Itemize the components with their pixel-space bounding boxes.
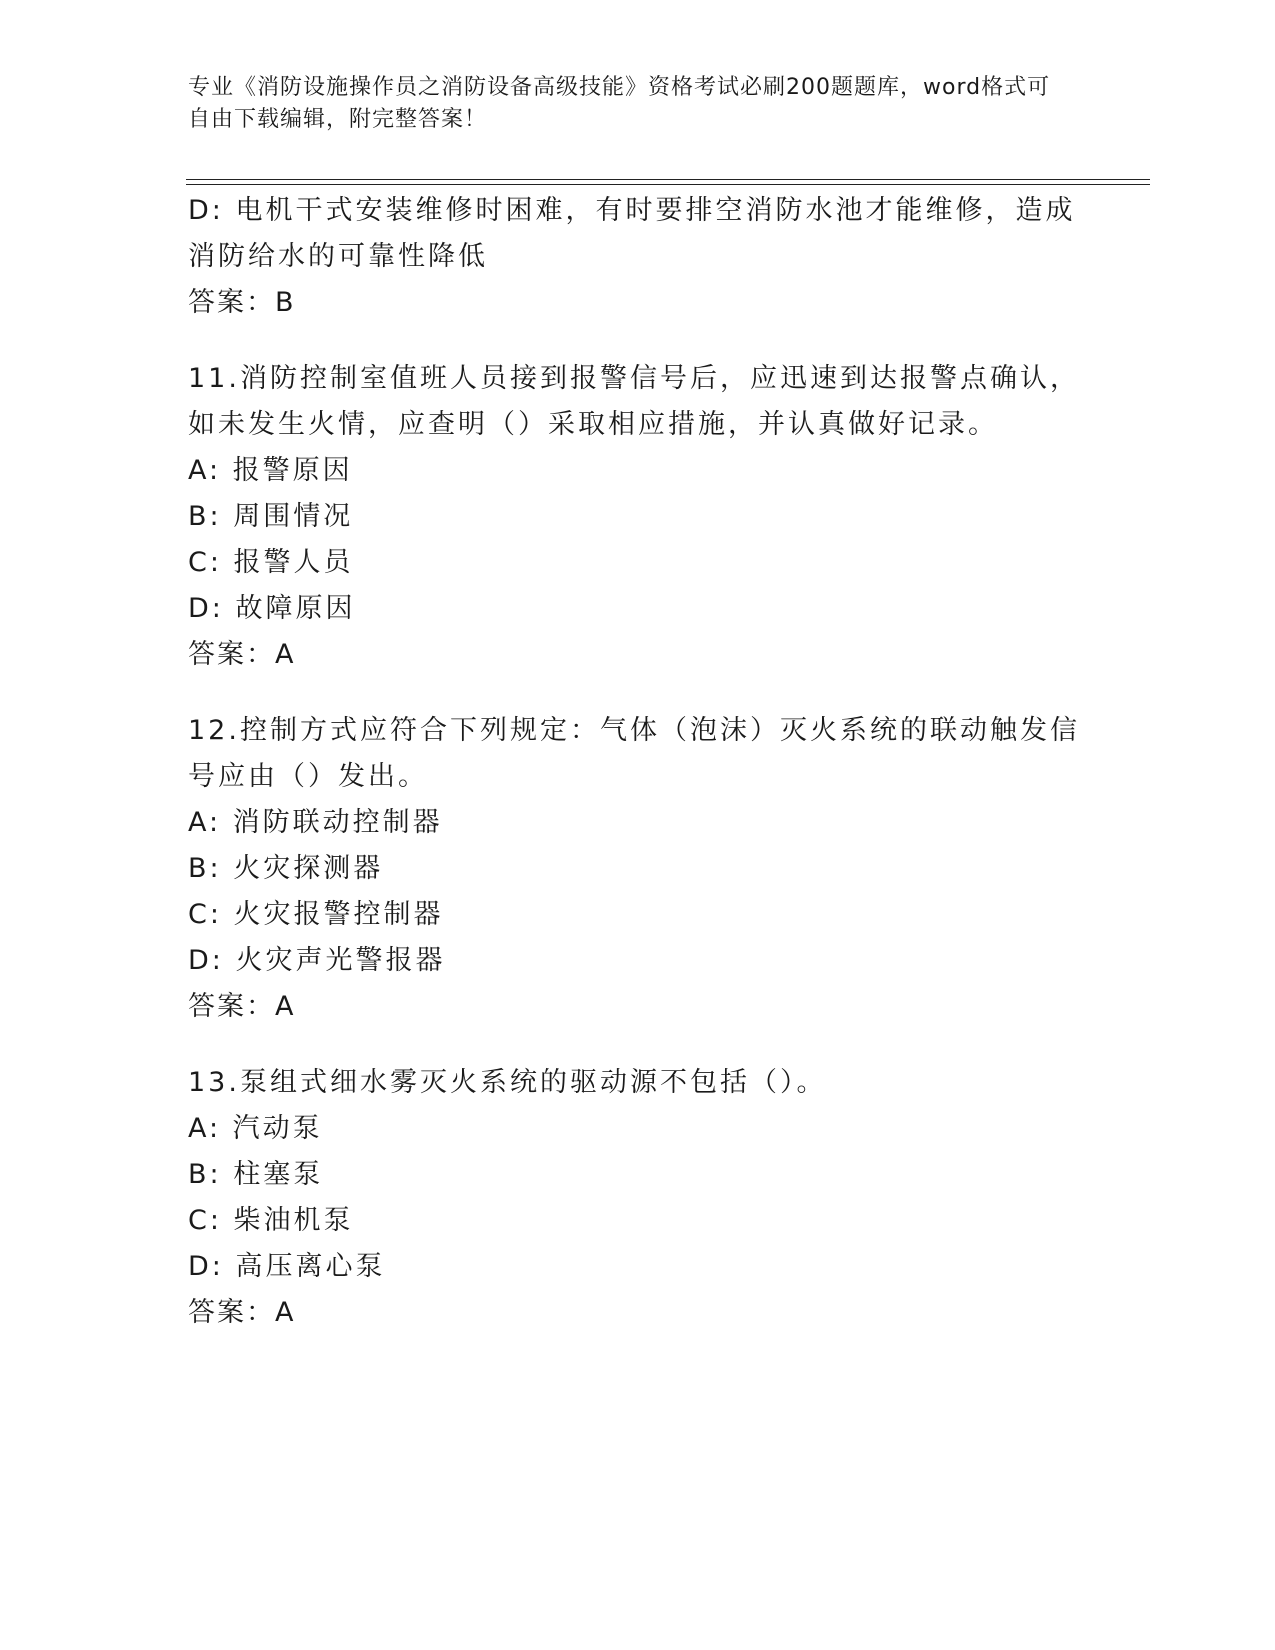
option-a: A: 报警原因 — [188, 455, 353, 486]
option-a: A: 汽动泵 — [188, 1113, 323, 1144]
option-b: B: 周围情况 — [188, 501, 354, 532]
document-header: 专业《消防设施操作员之消防设备高级技能》资格考试必刷200题题库，word格式可自由下载编辑，附完整答案！ — [188, 75, 1051, 132]
previous-question-answer: 答案：B — [188, 287, 296, 318]
answer: 答案：A — [188, 1297, 296, 1328]
question-stem: 12.控制方式应符合下列规定：气体（泡沫）灭火系统的联动触发信号应由（）发出。 — [188, 715, 1080, 792]
option-c: C: 火灾报警控制器 — [188, 899, 444, 930]
option-d: D: 火灾声光警报器 — [188, 945, 446, 976]
option-d: D: 故障原因 — [188, 593, 356, 624]
question-12 — [188, 708, 1088, 1030]
option-c: C: 报警人员 — [188, 547, 354, 578]
option-d: D: 高压离心泵 — [188, 1251, 386, 1282]
question-11 — [188, 356, 1088, 678]
answer: 答案：A — [188, 991, 296, 1022]
option-c: C: 柴油机泵 — [188, 1205, 354, 1236]
question-stem: 13.泵组式细水雾灭火系统的驱动源不包括（）。 — [188, 1067, 827, 1098]
question-content — [188, 188, 1088, 1336]
header-divider-top — [186, 179, 1150, 180]
option-b: B: 柱塞泵 — [188, 1159, 324, 1190]
question-13 — [188, 1060, 1088, 1336]
option-a: A: 消防联动控制器 — [188, 807, 443, 838]
answer: 答案：A — [188, 639, 296, 670]
previous-question-option-d: D: 电机干式安装维修时困难，有时要排空消防水池才能维修，造成消防给水的可靠性降低 — [188, 195, 1076, 272]
option-b: B: 火灾探测器 — [188, 853, 384, 884]
question-stem: 11.消防控制室值班人员接到报警信号后，应迅速到达报警点确认，如未发生火情，应查明（）采取相应措施，并认真做好记录。 — [188, 363, 1080, 440]
header-divider-bottom — [186, 184, 1150, 185]
